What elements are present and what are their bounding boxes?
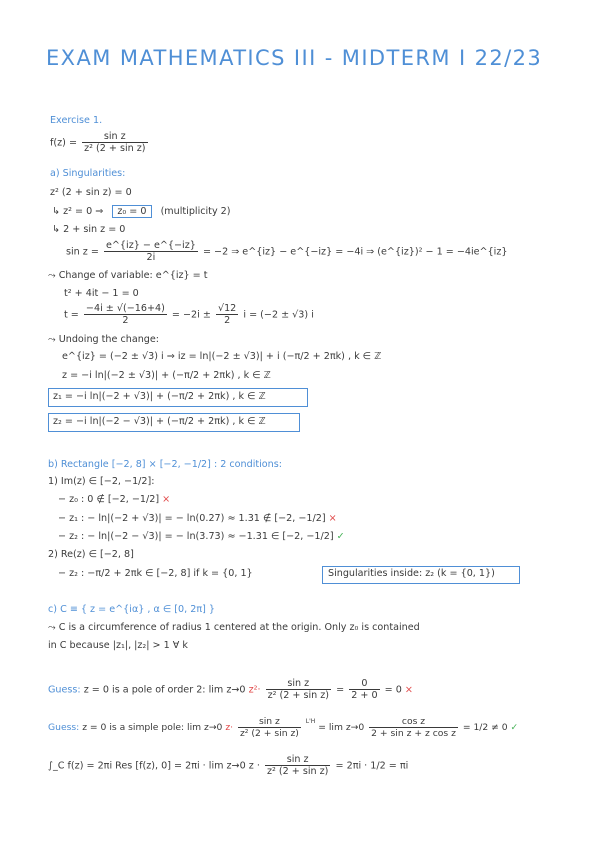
z0-box: z₀ = 0	[112, 205, 151, 218]
integral-line	[48, 754, 408, 777]
guess-1-num: sin z	[266, 678, 332, 690]
undo-line-1: e^{iz} = (−2 ± √3) i ⇒ iz = ln|(−2 ± √3)| + i (−π/2 + 2πk) , k ∈ ℤ	[62, 351, 382, 362]
c-line-2: in C because |z₁|, |z₂| > 1 ∀ k	[48, 640, 188, 651]
guess-2-text: z = 0 is a simple pole:	[82, 722, 185, 733]
cv-line-2-post: i = (−2 ± √3) i	[243, 309, 314, 321]
guess-1-text: z = 0 is a pole of order 2:	[83, 684, 206, 696]
guess-2-den: z² (2 + sin z)	[239, 728, 299, 739]
guess-1-den: z² (2 + sin z)	[267, 690, 330, 701]
c-line-1: ⤳ C is a circumference of radius 1 centered at the origin. Only z₀ is contained	[48, 622, 420, 633]
cv-line-2-fraction	[84, 303, 167, 326]
b-line-re: − z₂ : −π/2 + 2πk ∈ [−2, 8] if k = {0, 1}	[58, 568, 253, 579]
cv-line-2-num: −4i ± √(−16+4)	[85, 303, 165, 314]
a-line-4	[66, 240, 507, 263]
page-title: EXAM MATHEMATICS III - MIDTERM I 22/23	[46, 46, 543, 70]
cv-line-2-mid: = −2i ±	[171, 309, 211, 321]
a-line-4-post: = −2 ⇒ e^{iz} − e^{−iz} = −4i ⇒ (e^{iz})² − 1 = −4ie^{iz}	[202, 246, 508, 258]
guess-2-eq: = lim z→0	[318, 722, 365, 733]
change-variable-heading: ⤳ Change of variable: e^{iz} = t	[48, 270, 208, 281]
a-line-4-pre: sin z =	[66, 246, 99, 258]
guess-1	[48, 678, 413, 701]
cv-line-1: t² + 4it − 1 = 0	[64, 288, 139, 299]
b-condition-2: 2) Re(z) ∈ [−2, 8]	[48, 549, 134, 560]
guess-2-den-2: 2 + sin z + z cos z	[371, 728, 456, 739]
cross-icon: ×	[162, 494, 171, 505]
guess-1-num-2: 0	[349, 678, 379, 690]
guess-2-label: Guess:	[48, 722, 80, 733]
b-condition-1: 1) Im(z) ∈ [−2, −1/2]:	[48, 476, 155, 487]
guess-1-lim: lim z→0	[208, 684, 246, 696]
b-line-z1-text: − z₁ : − ln|(−2 + √3)| = − ln(0.27) ≈ 1.31 ∉ [−2, −1/2]	[58, 513, 326, 524]
cv-line-2-den-2: 2	[224, 315, 231, 326]
a-line-2	[52, 206, 231, 218]
guess-2-fraction	[238, 716, 301, 739]
section-b-heading: b) Rectangle [−2, 8] × [−2, −1/2] : 2 conditions:	[48, 459, 282, 470]
cv-line-2	[64, 303, 314, 326]
section-c-heading: c) C ≡ { z = e^{iα} , α ∈ [0, 2π] }	[48, 604, 216, 615]
z1-formula: z₁ = −i ln|(−2 + √3)| + (−π/2 + 2πk) , k ∈ ℤ	[53, 391, 266, 402]
guess-1-fraction-2	[349, 678, 379, 701]
guess-1-factor: z²·	[248, 684, 261, 696]
undo-heading: ⤳ Undoing the change:	[48, 334, 160, 345]
integral-fraction	[265, 754, 331, 777]
integral-den: z² (2 + sin z)	[266, 766, 329, 777]
f-denominator: z² (2 + sin z)	[84, 143, 146, 154]
b-line-z2-text: − z₂ : − ln|(−2 − √3)| = − ln(3.73) ≈ −1.31 ∈ [−2, −1/2]	[58, 531, 334, 542]
z2-formula: z₂ = −i ln|(−2 − √3)| + (−π/2 + 2πk) , k ∈ ℤ	[53, 416, 266, 427]
a-line-2-text: ↳ z² = 0 ⇒	[52, 206, 104, 217]
f-fraction	[82, 131, 148, 154]
cross-icon: ×	[328, 513, 337, 524]
b-line-z0	[58, 494, 170, 506]
cv-line-2-fraction-2	[216, 303, 238, 326]
guess-1-label: Guess:	[48, 684, 81, 696]
guess-2-lim: lim z→0	[187, 722, 223, 733]
a-line-2-tail: (multiplicity 2)	[160, 206, 231, 217]
exercise-heading: Exercise 1.	[50, 115, 103, 126]
check-icon: ✓	[336, 531, 345, 542]
integral-result: = 2πi · 1/2 = πi	[335, 760, 409, 772]
guess-1-eq: =	[336, 684, 345, 696]
f-lhs: f(z) =	[50, 137, 77, 149]
a-line-4-num: e^{iz} − e^{−iz}	[105, 240, 196, 251]
f-numerator: sin z	[82, 131, 148, 143]
guess-2-num: sin z	[238, 716, 301, 728]
guess-2-fraction-2	[369, 716, 458, 739]
guess-1-fraction	[266, 678, 332, 701]
cv-line-2-den: 2	[122, 315, 129, 326]
a-line-3: ↳ 2 + sin z = 0	[52, 224, 126, 235]
guess-1-den-2: 2 + 0	[351, 690, 378, 701]
guess-2-result: = 1/2 ≠ 0	[462, 722, 508, 733]
check-icon: ✓	[510, 722, 519, 733]
guess-2-num-2: cos z	[369, 716, 458, 728]
cv-line-2-pre: t =	[64, 309, 79, 321]
integral-text: ∫_C f(z) = 2πi Res [f(z), 0] = 2πi · lim z→0 z ·	[48, 760, 260, 772]
cross-icon: ×	[404, 684, 413, 696]
a-line-1: z² (2 + sin z) = 0	[50, 187, 132, 198]
section-a-heading: a) Singularities:	[50, 168, 126, 179]
b-line-z2	[58, 531, 345, 543]
cv-line-2-num-2: √12	[217, 303, 237, 314]
function-definition	[50, 131, 150, 154]
guess-2-factor: z·	[225, 722, 234, 733]
singularities-inside: Singularities inside: z₂ (k = {0, 1})	[328, 568, 495, 579]
a-line-4-fraction	[104, 240, 198, 263]
b-line-z0-text: − z₀ : 0 ∉ [−2, −1/2]	[58, 494, 160, 505]
integral-num: sin z	[265, 754, 331, 766]
a-line-4-den: 2i	[146, 252, 156, 263]
guess-2	[48, 716, 518, 739]
lhopital-label: L'H	[305, 718, 316, 725]
guess-1-result: = 0	[384, 684, 402, 696]
b-line-z1	[58, 513, 337, 525]
undo-line-2: z = −i ln|(−2 ± √3)| + (−π/2 + 2πk) , k ∈ ℤ	[62, 370, 271, 381]
